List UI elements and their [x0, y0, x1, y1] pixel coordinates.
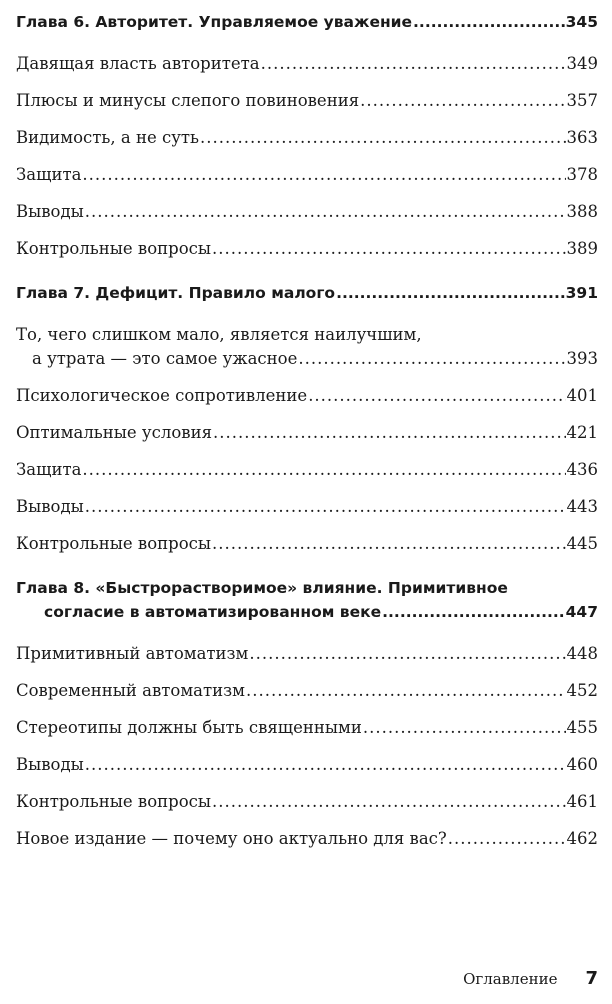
entry-title: Контрольные вопросы: [16, 792, 212, 811]
chapter-title: Глава 7. Дефицит. Правило малого: [16, 284, 336, 302]
toc-entry[interactable]: [16, 237, 598, 261]
entry-page: 389: [566, 239, 598, 258]
chapter-7-heading[interactable]: [16, 281, 598, 305]
entry-title: Новое издание — почему оно актуально для вас?: [16, 829, 447, 848]
entry-page: 462: [566, 829, 598, 848]
table-of-contents: [16, 10, 598, 864]
entry-title: Защита: [16, 165, 82, 184]
entry-title: Примитивный автоматизм: [16, 644, 249, 663]
dot-leader: [212, 237, 565, 261]
dot-leader: [261, 52, 566, 76]
entry-title: Защита: [16, 460, 82, 479]
entry-page: 460: [566, 755, 598, 774]
dot-leader: [82, 458, 565, 482]
chapter-8-heading[interactable]: [16, 576, 598, 624]
dot-leader: [336, 281, 565, 305]
entry-page: 443: [566, 497, 598, 516]
chapter-title-line-1: Глава 8. «Быстрорастворимое» влияние. Примитивное: [16, 579, 508, 597]
page-footer: [463, 968, 598, 989]
entry-title: Оптимальные условия: [16, 423, 212, 442]
entry-page: 421: [566, 423, 598, 442]
chapter-page: 391: [565, 284, 598, 302]
dot-leader: [85, 495, 566, 519]
page-number: 7: [585, 968, 598, 989]
chapter-page: 447: [565, 603, 598, 621]
dot-leader: [212, 532, 565, 556]
entry-page: 349: [566, 54, 598, 73]
entry-page: 378: [566, 165, 598, 184]
toc-entry[interactable]: [16, 200, 598, 224]
toc-entry[interactable]: [16, 323, 598, 371]
entry-title-line-2: а утрата — это самое ужасное: [32, 349, 298, 368]
toc-entry[interactable]: [16, 642, 598, 666]
entry-page: 436: [566, 460, 598, 479]
entry-page: 445: [566, 534, 598, 553]
entry-title: Стереотипы должны быть священными: [16, 718, 362, 737]
toc-entry[interactable]: [16, 89, 598, 113]
toc-entry[interactable]: [16, 827, 598, 851]
dot-leader: [213, 421, 566, 445]
entry-title: Контрольные вопросы: [16, 239, 212, 258]
entry-title-line-1: То, чего слишком мало, является наилучшим,: [16, 325, 422, 344]
dot-leader: [85, 753, 566, 777]
entry-title: Давящая власть авторитета: [16, 54, 260, 73]
dot-leader: [82, 163, 565, 187]
entry-page: 363: [566, 128, 598, 147]
dot-leader: [308, 384, 565, 408]
toc-entry[interactable]: [16, 384, 598, 408]
dot-leader: [413, 10, 565, 34]
toc-entry[interactable]: [16, 126, 598, 150]
entry-page: 357: [566, 91, 598, 110]
toc-entry[interactable]: [16, 421, 598, 445]
entry-title: Контрольные вопросы: [16, 534, 212, 553]
toc-entry[interactable]: [16, 716, 598, 740]
entry-title: Психологическое сопротивление: [16, 386, 308, 405]
entry-title: Плюсы и минусы слепого повиновения: [16, 91, 360, 110]
toc-entry[interactable]: [16, 679, 598, 703]
entry-page: 452: [566, 681, 598, 700]
dot-leader: [246, 679, 566, 703]
toc-entry[interactable]: [16, 790, 598, 814]
toc-entry[interactable]: [16, 532, 598, 556]
chapter-title-line-2: согласие в автоматизированном веке: [44, 603, 382, 621]
dot-leader: [212, 790, 565, 814]
dot-leader: [298, 347, 565, 371]
dot-leader: [249, 642, 565, 666]
dot-leader: [360, 89, 565, 113]
toc-entry[interactable]: [16, 52, 598, 76]
dot-leader: [448, 827, 566, 851]
chapter-title: Глава 6. Авторитет. Управляемое уважение: [16, 13, 413, 31]
dot-leader: [382, 600, 564, 624]
toc-entry[interactable]: [16, 458, 598, 482]
running-footer-section: Оглавление: [463, 970, 558, 988]
dot-leader: [200, 126, 565, 150]
dot-leader: [85, 200, 566, 224]
chapter-page: 345: [565, 13, 598, 31]
entry-title: Выводы: [16, 202, 84, 221]
entry-page: 388: [566, 202, 598, 221]
toc-entry[interactable]: [16, 163, 598, 187]
entry-page: 455: [566, 718, 598, 737]
toc-entry[interactable]: [16, 753, 598, 777]
entry-title: Выводы: [16, 755, 84, 774]
entry-title: Видимость, а не суть: [16, 128, 200, 147]
entry-page: 401: [566, 386, 598, 405]
entry-page: 461: [566, 792, 598, 811]
entry-page: 448: [566, 644, 598, 663]
entry-title: Выводы: [16, 497, 84, 516]
entry-page: 393: [566, 349, 598, 368]
toc-entry[interactable]: [16, 495, 598, 519]
chapter-6-heading[interactable]: [16, 10, 598, 34]
dot-leader: [363, 716, 566, 740]
entry-title: Современный автоматизм: [16, 681, 245, 700]
